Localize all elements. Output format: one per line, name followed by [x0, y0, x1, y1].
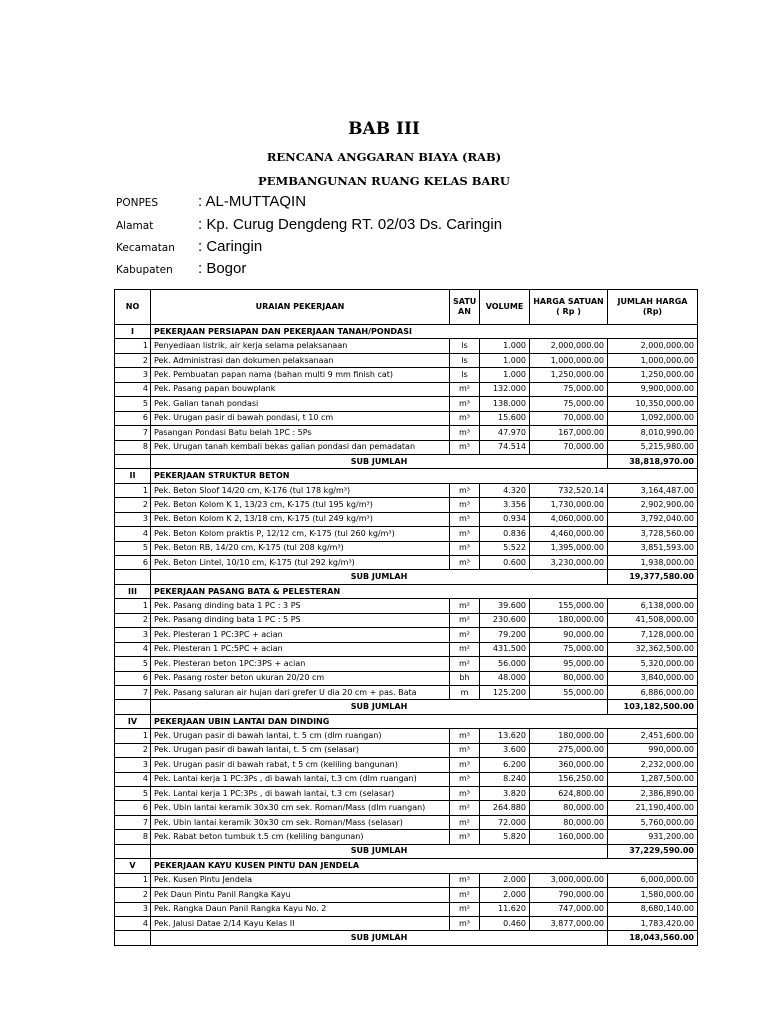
item-volume: 39.600 [480, 599, 530, 613]
subtotal-label: SUB JUMLAH [151, 700, 608, 714]
table-row [115, 830, 698, 844]
item-total-price: 3,840,000.00 [608, 671, 698, 685]
section-title: PEKERJAAN KAYU KUSEN PINTU DAN JENDELA [151, 859, 698, 873]
section-title: PEKERJAAN PASANG BATA & PELESTERAN [151, 584, 698, 598]
item-total-price: 2,000,000.00 [608, 339, 698, 353]
item-volume: 0.934 [480, 512, 530, 526]
section-number: I [115, 325, 151, 339]
item-unit-price: 4,060,000.00 [530, 512, 608, 526]
item-number: 4 [115, 382, 151, 396]
item-number: 1 [115, 729, 151, 743]
item-number: 1 [115, 873, 151, 887]
header-jumlah-harga: JUMLAH HARGA (Rp) [608, 290, 698, 325]
item-unit: ls [450, 368, 480, 382]
table-row [115, 541, 698, 555]
item-total-price: 1,250,000.00 [608, 368, 698, 382]
subtotal-row [115, 700, 698, 714]
subtotal-value: 18,043,560.00 [608, 931, 698, 945]
section-header-row [115, 584, 698, 598]
info-label-kecamatan: Kecamatan [116, 242, 175, 254]
item-unit: m³ [450, 787, 480, 801]
item-description: Penyediaan listrik, air kerja selama pelaksanaan [151, 339, 450, 353]
item-number: 2 [115, 888, 151, 902]
item-description: Pek Daun Pintu Panil Rangka Kayu [151, 888, 450, 902]
item-unit: m³ [450, 411, 480, 425]
table-row [115, 642, 698, 656]
table-header-row [115, 290, 698, 325]
table-row [115, 902, 698, 916]
item-total-price: 3,728,560.00 [608, 527, 698, 541]
item-number: 5 [115, 787, 151, 801]
item-description: Pek. Ubin lantai keramik 30x30 cm sek. Roman/Mass (selasar) [151, 815, 450, 829]
item-number: 3 [115, 758, 151, 772]
table-row [115, 527, 698, 541]
table-row [115, 353, 698, 367]
item-unit: m³ [450, 498, 480, 512]
item-unit: m² [450, 657, 480, 671]
item-number: 4 [115, 916, 151, 930]
item-unit: m² [450, 599, 480, 613]
info-value-kecamatan: : Caringin [198, 238, 263, 255]
item-description: Pek. Pasang papan bouwplank [151, 382, 450, 396]
item-unit-price: 90,000.00 [530, 628, 608, 642]
page-title: BAB III [348, 119, 420, 139]
table-row [115, 729, 698, 743]
item-unit: m² [450, 382, 480, 396]
item-number: 2 [115, 743, 151, 757]
item-number: 2 [115, 498, 151, 512]
item-unit-price: 180,000.00 [530, 729, 608, 743]
item-unit-price: 747,000.00 [530, 902, 608, 916]
section-title: PEKERJAAN STRUKTUR BETON [151, 469, 698, 483]
table-row [115, 772, 698, 786]
item-unit: m³ [450, 729, 480, 743]
table-row [115, 599, 698, 613]
item-volume: 11.620 [480, 902, 530, 916]
item-number: 4 [115, 772, 151, 786]
table-row [115, 498, 698, 512]
item-total-price: 1,092,000.00 [608, 411, 698, 425]
item-description: Pek. Plesteran 1 PC:5PC + acian [151, 642, 450, 656]
item-number: 5 [115, 397, 151, 411]
table-row [115, 743, 698, 757]
item-unit-price: 80,000.00 [530, 671, 608, 685]
item-volume: 125.200 [480, 685, 530, 699]
item-total-price: 2,451,600.00 [608, 729, 698, 743]
item-volume: 0.600 [480, 556, 530, 570]
item-total-price: 1,287,500.00 [608, 772, 698, 786]
item-unit: bh [450, 671, 480, 685]
section-number: IV [115, 714, 151, 728]
item-unit: m³ [450, 512, 480, 526]
item-number: 6 [115, 411, 151, 425]
item-unit: m² [450, 815, 480, 829]
item-volume: 138.000 [480, 397, 530, 411]
table-row [115, 556, 698, 570]
item-unit-price: 156,250.00 [530, 772, 608, 786]
item-unit-price: 75,000.00 [530, 642, 608, 656]
item-number: 5 [115, 541, 151, 555]
item-total-price: 8,010,990.00 [608, 426, 698, 440]
item-description: Pek. Urugan pasir di bawah lantai, t. 5 cm (dlm ruangan) [151, 729, 450, 743]
item-number: 1 [115, 483, 151, 497]
section-number: III [115, 584, 151, 598]
item-unit-price: 167,000.00 [530, 426, 608, 440]
subtotal-row [115, 570, 698, 584]
item-unit-price: 732,520.14 [530, 483, 608, 497]
table-row [115, 916, 698, 930]
item-number: 6 [115, 556, 151, 570]
item-description: Pek. Lantai kerja 1 PC:3Ps , di bawah lantai, t.3 cm (selasar) [151, 787, 450, 801]
item-volume: 0.460 [480, 916, 530, 930]
header-uraian: URAIAN PEKERJAAN [151, 290, 450, 325]
item-description: Pek. Jalusi Datae 2/14 Kayu Kelas II [151, 916, 450, 930]
item-unit-price: 624,800.00 [530, 787, 608, 801]
item-description: Pek. Plesteran 1 PC:3PC + acian [151, 628, 450, 642]
subtotal-value: 19,377,580.00 [608, 570, 698, 584]
item-description: Pek. Administrasi dan dokumen pelaksanaan [151, 353, 450, 367]
item-unit: m² [450, 888, 480, 902]
item-description: Pek. Plesteran beton 1PC:3PS + acian [151, 657, 450, 671]
item-unit-price: 55,000.00 [530, 685, 608, 699]
table-row [115, 382, 698, 396]
rab-table [114, 289, 698, 946]
item-unit: m³ [450, 873, 480, 887]
item-unit: m [450, 685, 480, 699]
subtotal-spacer [115, 454, 151, 468]
item-total-price: 9,900,000.00 [608, 382, 698, 396]
item-unit: m³ [450, 830, 480, 844]
subtotal-row [115, 844, 698, 858]
item-volume: 3.600 [480, 743, 530, 757]
item-number: 3 [115, 368, 151, 382]
item-number: 4 [115, 642, 151, 656]
item-unit-price: 80,000.00 [530, 801, 608, 815]
item-volume: 13.620 [480, 729, 530, 743]
subtotal-spacer [115, 570, 151, 584]
item-volume: 1.000 [480, 368, 530, 382]
item-unit: m³ [450, 916, 480, 930]
item-total-price: 1,783,420.00 [608, 916, 698, 930]
item-unit-price: 75,000.00 [530, 382, 608, 396]
item-unit-price: 1,395,000.00 [530, 541, 608, 555]
item-volume: 264.880 [480, 801, 530, 815]
item-total-price: 990,000.00 [608, 743, 698, 757]
item-number: 7 [115, 426, 151, 440]
table-row [115, 440, 698, 454]
item-volume: 0.836 [480, 527, 530, 541]
info-value-kabupaten: : Bogor [198, 260, 247, 277]
subtotal-value: 38,818,970.00 [608, 454, 698, 468]
info-value-ponpes: : AL-MUTTAQIN [198, 193, 307, 210]
item-unit: m³ [450, 541, 480, 555]
item-unit: m² [450, 642, 480, 656]
item-volume: 72.000 [480, 815, 530, 829]
item-number: 7 [115, 685, 151, 699]
project-title: PEMBANGUNAN RUANG KELAS BARU [258, 174, 510, 188]
item-unit: m³ [450, 426, 480, 440]
item-total-price: 1,938,000.00 [608, 556, 698, 570]
item-unit: m³ [450, 772, 480, 786]
item-number: 1 [115, 339, 151, 353]
header-volume: VOLUME [480, 290, 530, 325]
item-unit: m³ [450, 758, 480, 772]
item-description: Pasangan Pondasi Batu belah 1PC : 5Ps [151, 426, 450, 440]
section-header-row [115, 469, 698, 483]
table-row [115, 426, 698, 440]
section-title: PEKERJAAN UBIN LANTAI DAN DINDING [151, 714, 698, 728]
section-number: II [115, 469, 151, 483]
section-header-row [115, 325, 698, 339]
item-volume: 3.356 [480, 498, 530, 512]
item-description: Pek. Pasang saluran air hujan dari grefer U dia 20 cm + pas. Bata [151, 685, 450, 699]
item-total-price: 5,215,980.00 [608, 440, 698, 454]
item-number: 6 [115, 671, 151, 685]
item-volume: 15.600 [480, 411, 530, 425]
header-harga-satuan: HARGA SATUAN ( Rp ) [530, 290, 608, 325]
item-unit: m³ [450, 483, 480, 497]
item-total-price: 1,000,000.00 [608, 353, 698, 367]
item-volume: 431.500 [480, 642, 530, 656]
section-header-row [115, 714, 698, 728]
item-volume: 79.200 [480, 628, 530, 642]
item-unit: ls [450, 353, 480, 367]
item-number: 3 [115, 628, 151, 642]
item-volume: 56.000 [480, 657, 530, 671]
item-volume: 47.970 [480, 426, 530, 440]
item-description: Pek. Beton Kolom praktis P, 12/12 cm, K-175 (tul 260 kg/m³) [151, 527, 450, 541]
table-row [115, 888, 698, 902]
item-unit-price: 790,000.00 [530, 888, 608, 902]
item-number: 5 [115, 657, 151, 671]
item-number: 8 [115, 830, 151, 844]
item-description: Pek. Pasang dinding bata 1 PC : 5 PS [151, 613, 450, 627]
table-row [115, 411, 698, 425]
item-unit-price: 70,000.00 [530, 440, 608, 454]
table-row [115, 685, 698, 699]
item-volume: 3.820 [480, 787, 530, 801]
item-description: Pek. Beton RB, 14/20 cm, K-175 (tul 208 kg/m³) [151, 541, 450, 555]
item-description: Pek. Pasang roster beton ukuran 20/20 cm [151, 671, 450, 685]
item-total-price: 1,580,000.00 [608, 888, 698, 902]
item-unit-price: 4,460,000.00 [530, 527, 608, 541]
item-description: Pek. Beton Kolom K 1, 13/23 cm, K-175 (tul 195 kg/m³) [151, 498, 450, 512]
item-total-price: 41,508,000.00 [608, 613, 698, 627]
item-volume: 5.522 [480, 541, 530, 555]
item-total-price: 8,680,140.00 [608, 902, 698, 916]
subtotal-label: SUB JUMLAH [151, 844, 608, 858]
table-row [115, 397, 698, 411]
subtotal-label: SUB JUMLAH [151, 931, 608, 945]
item-unit-price: 160,000.00 [530, 830, 608, 844]
item-number: 2 [115, 613, 151, 627]
subtotal-row [115, 454, 698, 468]
item-total-price: 3,164,487.00 [608, 483, 698, 497]
header-satuan: SATU AN [450, 290, 480, 325]
table-row [115, 628, 698, 642]
item-unit-price: 1,000,000.00 [530, 353, 608, 367]
item-description: Pek. Pasang dinding bata 1 PC : 3 PS [151, 599, 450, 613]
item-unit-price: 155,000.00 [530, 599, 608, 613]
table-body [115, 325, 698, 946]
item-total-price: 10,350,000.00 [608, 397, 698, 411]
item-unit-price: 3,000,000.00 [530, 873, 608, 887]
item-unit: m³ [450, 556, 480, 570]
item-description: Pek. Galian tanah pondasi [151, 397, 450, 411]
item-unit: m² [450, 613, 480, 627]
item-unit: ls [450, 339, 480, 353]
item-total-price: 931,200.00 [608, 830, 698, 844]
item-unit: m² [450, 628, 480, 642]
section-title: PEKERJAAN PERSIAPAN DAN PEKERJAAN TANAH/PONDASI [151, 325, 698, 339]
item-total-price: 3,792,040.00 [608, 512, 698, 526]
info-label-ponpes: PONPES [116, 197, 159, 209]
item-number: 7 [115, 815, 151, 829]
item-volume: 2.000 [480, 873, 530, 887]
item-description: Pek. Pembuatan papan nama (bahan multi 9 mm finish cat) [151, 368, 450, 382]
info-label-alamat: Alamat [116, 220, 154, 232]
item-total-price: 5,760,000.00 [608, 815, 698, 829]
item-unit-price: 70,000.00 [530, 411, 608, 425]
item-number: 3 [115, 902, 151, 916]
item-unit-price: 80,000.00 [530, 815, 608, 829]
item-description: Pek. Kusen Pintu Jendela [151, 873, 450, 887]
table-row [115, 801, 698, 815]
table-row [115, 613, 698, 627]
item-total-price: 2,902,900.00 [608, 498, 698, 512]
subtotal-spacer [115, 700, 151, 714]
item-description: Pek. Urugan pasir di bawah lantai, t. 5 cm (selasar) [151, 743, 450, 757]
item-volume: 1.000 [480, 353, 530, 367]
item-unit-price: 360,000.00 [530, 758, 608, 772]
info-value-alamat: : Kp. Curug Dengdeng RT. 02/03 Ds. Caringin [198, 216, 503, 233]
section-header-row [115, 859, 698, 873]
table-row [115, 512, 698, 526]
item-volume: 74.514 [480, 440, 530, 454]
table-row [115, 339, 698, 353]
table-row [115, 368, 698, 382]
item-number: 2 [115, 353, 151, 367]
item-number: 3 [115, 512, 151, 526]
subtotal-label: SUB JUMLAH [151, 454, 608, 468]
item-volume: 132.000 [480, 382, 530, 396]
item-unit: m³ [450, 743, 480, 757]
item-unit-price: 95,000.00 [530, 657, 608, 671]
section-number: V [115, 859, 151, 873]
table-row [115, 815, 698, 829]
item-total-price: 2,386,890.00 [608, 787, 698, 801]
header-no: NO [115, 290, 151, 325]
item-description: Pek. Beton Sloof 14/20 cm, K-176 (tul 178 kg/m³) [151, 483, 450, 497]
item-total-price: 3,851,593.00 [608, 541, 698, 555]
item-number: 4 [115, 527, 151, 541]
subtotal-value: 37,229,590.00 [608, 844, 698, 858]
item-number: 6 [115, 801, 151, 815]
item-unit: m³ [450, 397, 480, 411]
item-unit-price: 2,000,000.00 [530, 339, 608, 353]
table-row [115, 873, 698, 887]
subtotal-value: 103,182,500.00 [608, 700, 698, 714]
item-total-price: 2,232,000.00 [608, 758, 698, 772]
table-row [115, 758, 698, 772]
item-total-price: 5,320,000.00 [608, 657, 698, 671]
item-description: Pek. Beton Lintel, 10/10 cm, K-175 (tul 292 kg/m³) [151, 556, 450, 570]
item-description: Pek. Lantai kerja 1 PC:3Ps , di bawah lantai, t.3 cm (dlm ruangan) [151, 772, 450, 786]
item-volume: 2.000 [480, 888, 530, 902]
item-volume: 48.000 [480, 671, 530, 685]
item-unit-price: 275,000.00 [530, 743, 608, 757]
table-row [115, 657, 698, 671]
item-description: Pek. Urugan pasir di bawah pondasi, t 10 cm [151, 411, 450, 425]
table-row [115, 787, 698, 801]
subtotal-row [115, 931, 698, 945]
item-total-price: 6,000,000.00 [608, 873, 698, 887]
item-unit-price: 3,877,000.00 [530, 916, 608, 930]
item-description: Pek. Rangka Daun Panil Rangka Kayu No. 2 [151, 902, 450, 916]
item-unit: m² [450, 902, 480, 916]
item-unit-price: 3,230,000.00 [530, 556, 608, 570]
table-row [115, 671, 698, 685]
item-description: Pek. Beton Kolom K 2, 13/18 cm, K-175 (tul 249 kg/m³) [151, 512, 450, 526]
item-number: 1 [115, 599, 151, 613]
item-unit-price: 1,250,000.00 [530, 368, 608, 382]
subtotal-label: SUB JUMLAH [151, 570, 608, 584]
item-unit-price: 75,000.00 [530, 397, 608, 411]
item-volume: 230.600 [480, 613, 530, 627]
item-unit: m³ [450, 440, 480, 454]
info-label-kabupaten: Kabupaten [116, 264, 173, 276]
item-total-price: 6,138,000.00 [608, 599, 698, 613]
item-volume: 5.820 [480, 830, 530, 844]
item-total-price: 32,362,500.00 [608, 642, 698, 656]
item-volume: 8.240 [480, 772, 530, 786]
item-total-price: 6,886,000.00 [608, 685, 698, 699]
item-total-price: 7,128,000.00 [608, 628, 698, 642]
subtotal-spacer [115, 844, 151, 858]
item-description: Pek. Rabat beton tumbuk t.5 cm (keliling bangunan) [151, 830, 450, 844]
item-unit: m² [450, 801, 480, 815]
item-volume: 1.000 [480, 339, 530, 353]
table-row [115, 483, 698, 497]
item-number: 8 [115, 440, 151, 454]
document-subtitle: RENCANA ANGGARAN BIAYA (RAB) [266, 150, 502, 164]
item-description: Pek. Urugan tanah kembali bekas galian pondasi dan pemadatan [151, 440, 450, 454]
item-unit-price: 180,000.00 [530, 613, 608, 627]
item-description: Pek. Urugan pasir di bawah rabat, t 5 cm (keliling bangunan) [151, 758, 450, 772]
item-volume: 4.320 [480, 483, 530, 497]
subtotal-spacer [115, 931, 151, 945]
item-total-price: 21,190,400.00 [608, 801, 698, 815]
item-description: Pek. Ubin lantai keramik 30x30 cm sek. Roman/Mass (dlm ruangan) [151, 801, 450, 815]
item-volume: 6.200 [480, 758, 530, 772]
item-unit: m³ [450, 527, 480, 541]
item-unit-price: 1,730,000.00 [530, 498, 608, 512]
